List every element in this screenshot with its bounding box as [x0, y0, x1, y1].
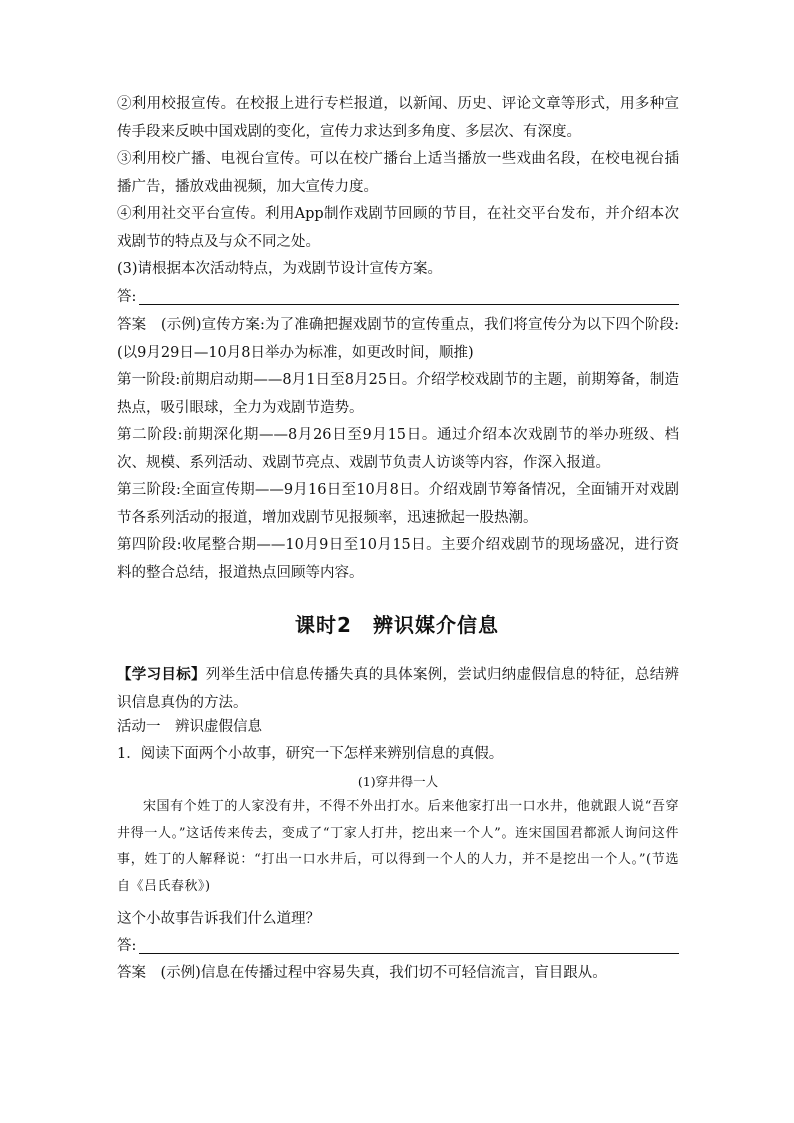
answer-label: 答:	[117, 938, 137, 954]
story-title: (1)穿井得一人	[357, 774, 439, 789]
stage-3: 第三阶段:全面宣传期——9月16日至10月8日。介绍戏剧节筹备情况，全面铺开对戏剧节各系列活动的报道，增加戏剧节见报频率，迅速掀起一股热潮。	[117, 482, 679, 526]
stage-2: 第二阶段:前期深化期——8月26日至9月15日。通过介绍本次戏剧节的举办班级、档次、规模、系列活动、戏剧节亮点、戏剧节负责人访谈等内容，作深入报道。	[117, 427, 679, 471]
lesson-title: 课时2 辨识媒介信息	[295, 613, 499, 637]
task-1: 1．阅读下面两个小故事，研究一下怎样来辨别信息的真假。	[117, 746, 504, 762]
stage-1: 第一阶段:前期启动期——8月1日至8月25日。介绍学校戏剧节的主题，前期筹备，制造热点，吸引眼球，全力为戏剧节造势。	[117, 372, 679, 416]
goal-text: 列举生活中信息传播失真的具体案例，尝试归纳虚假信息的特征，总结辨识信息真伪的方法。	[117, 667, 680, 711]
answer-plan: 答案 (示例)宣传方案:为了准确把握戏剧节的宣传重点，我们将宣传分为以下四个阶段:(以9月29日—10月8日举办为标准，如更改时间，顺推)	[117, 317, 679, 361]
answer-blank-2	[117, 933, 679, 961]
story-question: 这个小故事告诉我们什么道理？	[117, 911, 320, 927]
answer-rule	[139, 953, 679, 954]
answer-rule	[139, 304, 679, 305]
item-school-newspaper: ②利用校报宣传。在校报上进行专栏报道，以新闻、历史、评论文章等形式，用多种宣传手段来反映中国戏剧的变化，宣传力求达到多角度、多层次、有深度。	[117, 96, 679, 140]
item-school-broadcast: ③利用校广播、电视台宣传。可以在校广播台上适当播放一些戏曲名段，在校电视台插播广告，播放戏曲视频，加大宣传力度。	[117, 151, 679, 195]
learning-goal	[117, 661, 679, 717]
activity-heading: 活动一 辨识虚假信息	[117, 719, 262, 735]
story-answer: 答案 (示例)信息在传播过程中容易失真，我们切不可轻信流言，盲目跟从。	[117, 965, 607, 981]
item-social-platform: ④利用社交平台宣传。利用App制作戏剧节回顾的节目，在社交平台发布，并介绍本次戏剧节的特点及与众不同之处。	[117, 206, 679, 250]
goal-label: 【学习目标】	[117, 666, 206, 683]
question-3: (3)请根据本次活动特点，为戏剧节设计宣传方案。	[117, 261, 443, 277]
stage-4: 第四阶段:收尾整合期——10月9日至10月15日。主要介绍戏剧节的现场盛况，进行资料的整合总结，报道热点回顾等内容。	[117, 537, 679, 581]
answer-label: 答:	[117, 289, 137, 305]
story-text: 宋国有个姓丁的人家没有井，不得不外出打水。后来他家打出一口水井，他就跟人说“吾穿井得一人。”这话传来传去，变成了“丁家人打井，挖出来一个人”。连宋国国君都派人询问这件事，姓丁的人解释说：“打出一口水井后，可以得到一个人的人力，并不是挖出一个人。”(节选自《吕氏春秋》)	[117, 799, 679, 894]
answer-blank-1	[117, 284, 679, 312]
